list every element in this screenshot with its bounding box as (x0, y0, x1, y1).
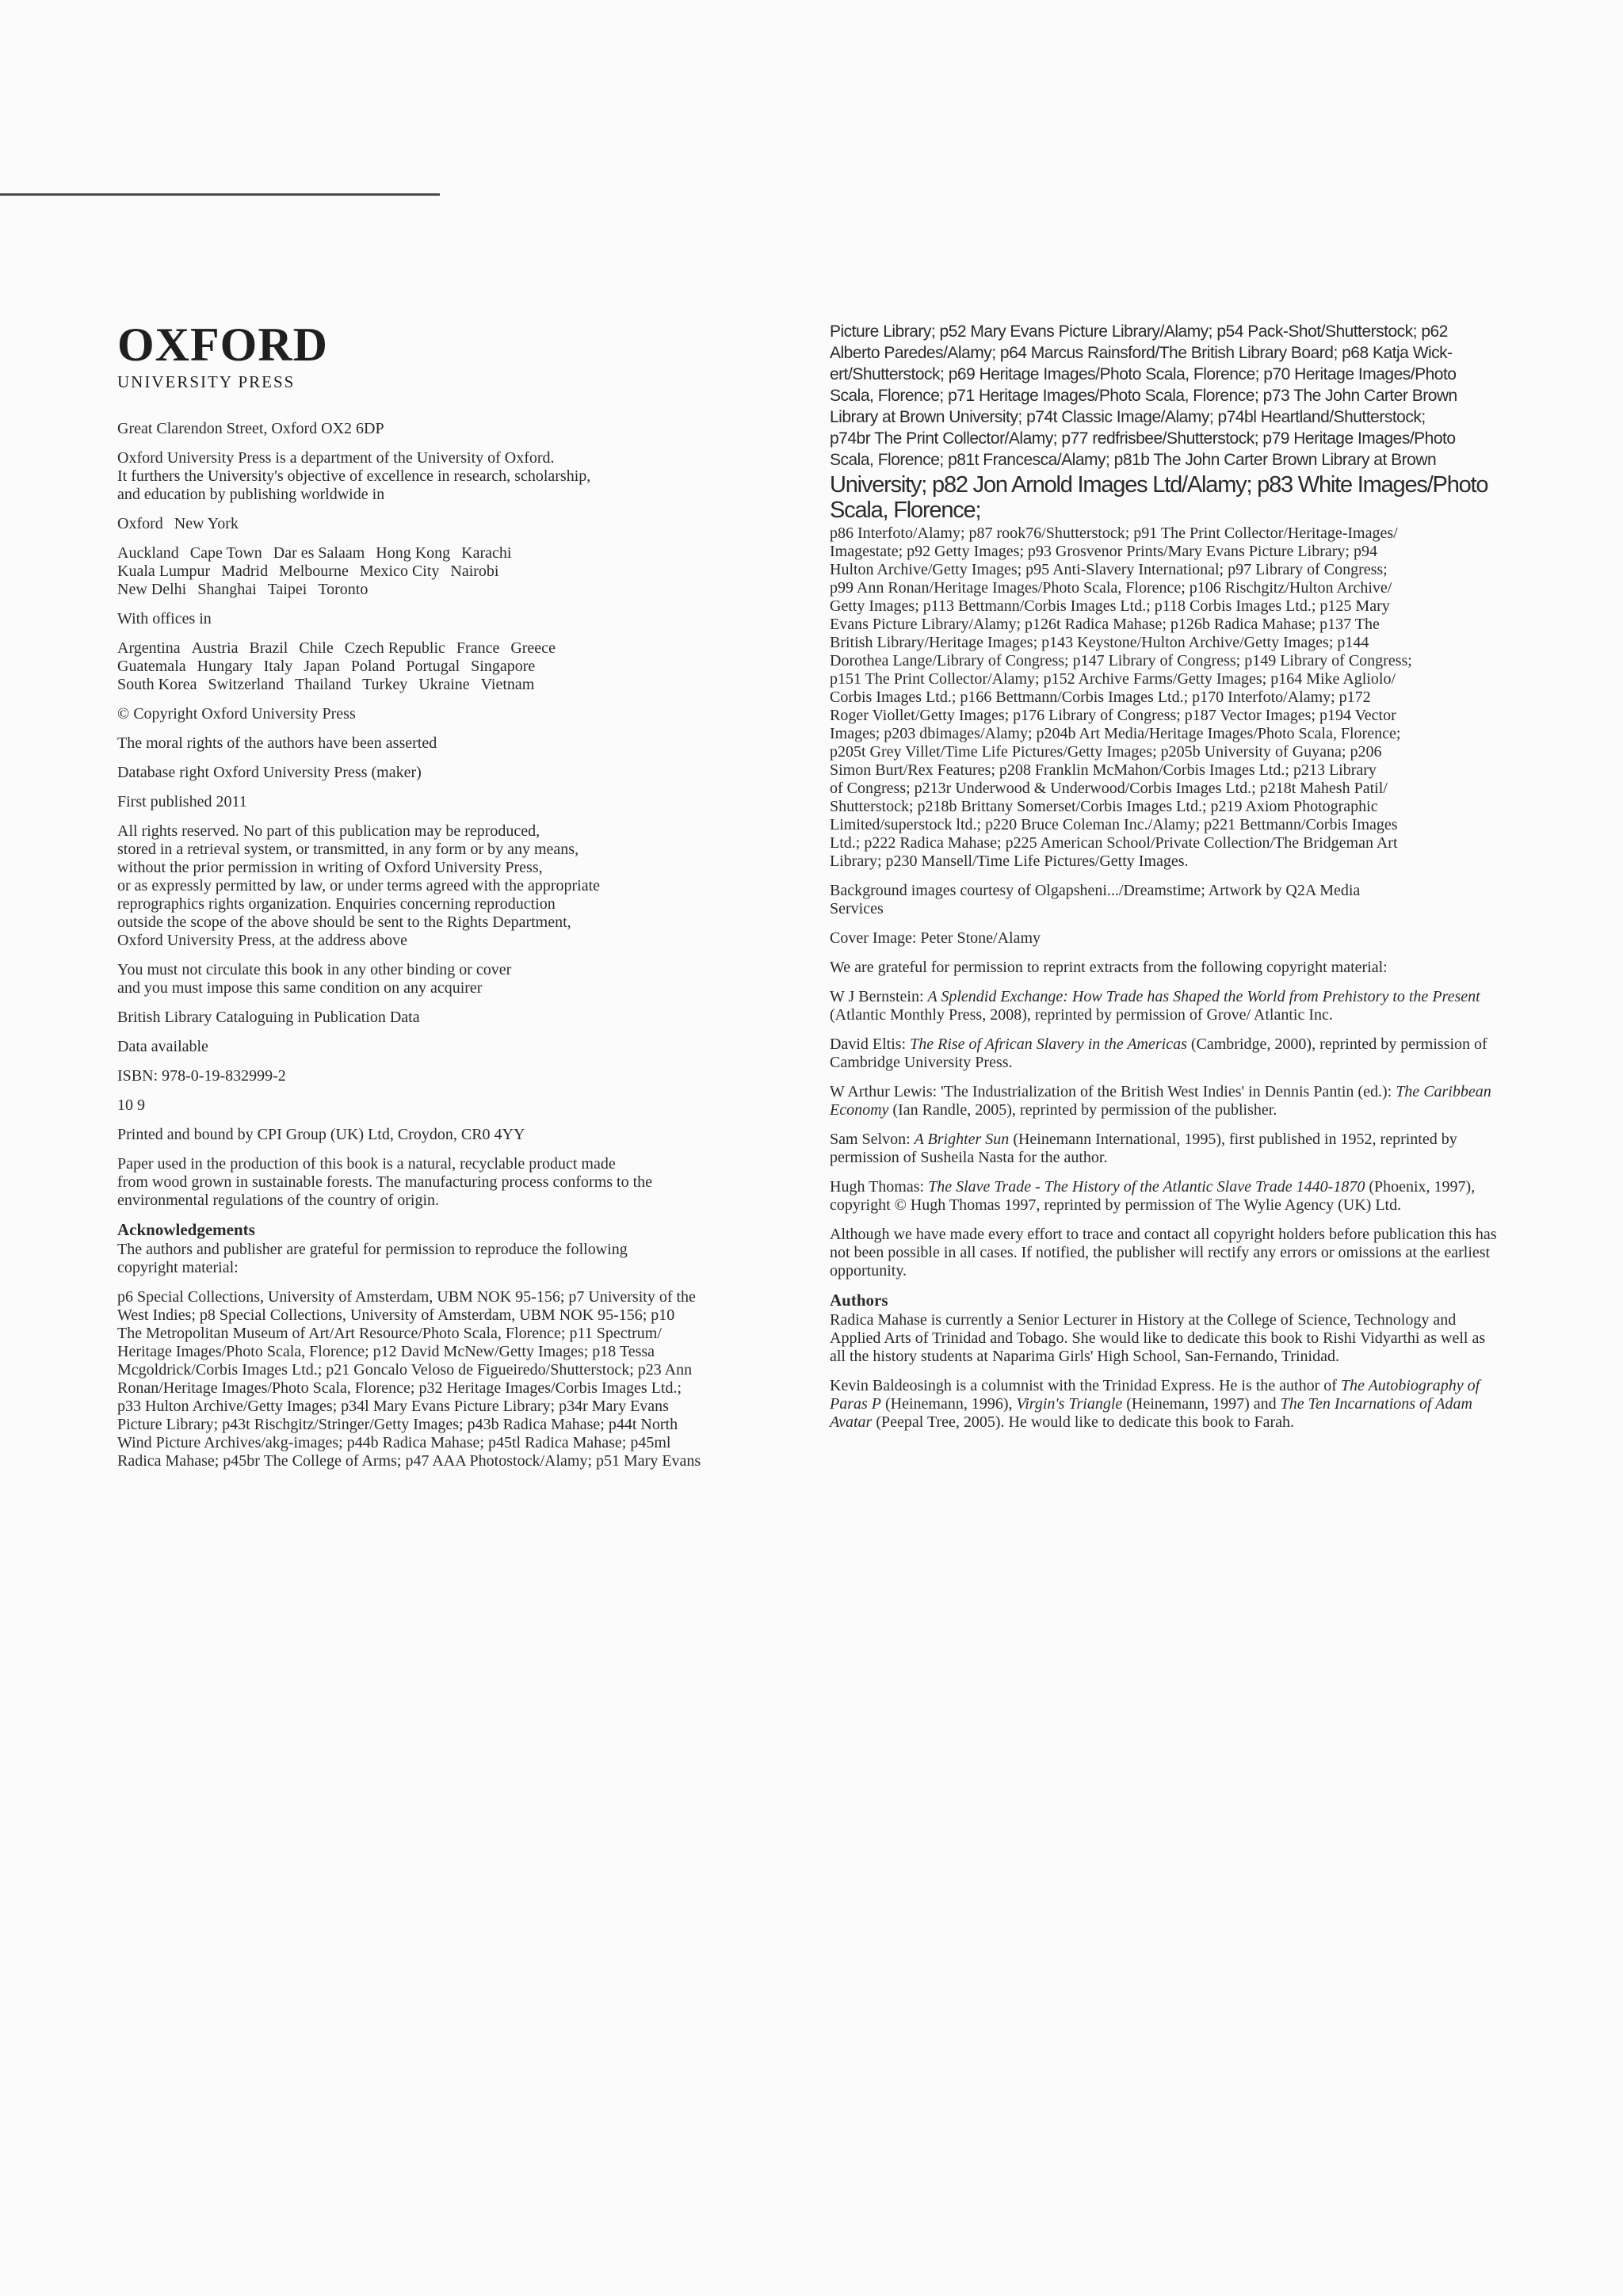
printed-by: Printed and bound by CPI Group (UK) Ltd, Croydon, CR0 4YY (117, 1126, 525, 1143)
country-list: Argentina Austria Brazil Chile Czech Republic France Greece Guatemala Hungary Italy Japan Poland Portugal Singapore South Korea Switzerland Thailand Turkey Ukraine Vietnam (117, 639, 556, 693)
offices-label: With offices in (117, 610, 212, 627)
primary-cities: Oxford New York (117, 515, 239, 532)
cip-notice: British Library Cataloguing in Publication Data (117, 1009, 420, 1026)
background-credit: Background images courtesy of Olgapsheni.../Dreamstime; Artwork by Q2A Media Services (830, 882, 1361, 917)
credits-remaining: p86 Interfoto/Alamy; p87 rook76/Shutterstock; p91 The Print Collector/Heritage-Images/ Imagestate; p92 Getty Images; p93 Grosvenor Prints/Mary Evans Picture Library; p94 Hulton Archive/Getty Images; p95 Anti-Slavery International; p97 Library of Congress; p99 Ann Ronan/Heritage Images/Photo Scala, Florence; p106 Rischgitz/Hulton Archive/ Getty Images; p113 Bettmann/Corbis Images Ltd.; p118 Corbis Images Ltd.; p125 Mary Evans Picture Library/Alamy; p126t Radica Mahase; p126b Radica Mahase; p137 The British Library/Heritage Images; p143 Keystone/Hulton Archive/Getty Images; p144 Dorothea Lange/Library of Congress; p147 Library of Congress; p149 Library of Congress; p151 The Print Collector/Alamy; p152 Archive Farms/Getty Images; p164 Mike Agliolo/ Corbis Images Ltd.; p166 Bettmann/Corbis Images Ltd.; p170 Interfoto/Alamy; p172 Roger Viollet/Getty Images; p176 Library of Congress; p187 Vector Images; p194 Vector Images; p203 dbimages/Alamy; p204b Art Media/Heritage Images/Photo Scala, Florence; p205t Grey Villet/Time Life Pictures/Getty Images; p205b University of Guyana; p206 Simon Burt/Rex Features; p208 Franklin McMahon/Corbis Images Ltd.; p213 Library of Congress; p213r Underwood & Underwood/Corbis Images Ltd.; p218t Mahesh Patil/ Shutterstock; p218b Brittany Somerset/Corbis Images Ltd.; p219 Axiom Photographic Limited/superstock ltd.; p220 Bruce Coleman Inc./Alamy; p221 Bettmann/Corbis Images Ltd.; p222 Radica Mahase; p225 American School/Private Collection/The Bridgeman Art Library; p230 Mansell/Time Life Pictures/Getty Images. (830, 524, 1412, 870)
cover-credit: Cover Image: Peter Stone/Alamy (830, 929, 1041, 947)
paper-notice: Paper used in the production of this book is a natural, recyclable product made from wood grown in sustainable forests. The manufacturing process conforms to the environmental regulations of the country of origin. (117, 1155, 653, 1209)
city-list: Auckland Cape Town Dar es Salaam Hong Kong Karachi Kuala Lumpur Madrid Melbourne Mexico City Nairobi New Delhi Shanghai Taipei Toronto (117, 544, 512, 598)
extract-selvon: Sam Selvon: A Brighter Sun (Heinemann International, 1995), first published in 1952, reprinted by permission of Susheila Nasta for the author. (830, 1131, 1457, 1166)
credits-large-line: University; p82 Jon Arnold Images Ltd/Alamy; p83 White Images/Photo Scala, Florence; (830, 472, 1488, 523)
acknowledgements-heading: Acknowledgements (117, 1220, 255, 1239)
extract-eltis: David Eltis: The Rise of African Slavery in the Americas (Cambridge, 2000), reprinted by permission of Cambridge University Press. (830, 1035, 1487, 1071)
acknowledgements-credits: p6 Special Collections, University of Amsterdam, UBM NOK 95-156; p7 University of the West Indies; p8 Special Collections, University of Amsterdam, UBM NOK 95-156; p10 The Metropolitan Museum of Art/Art Resource/Photo Scala, Florence; p11 Spectrum/ Heritage Images/Photo Scala, Florence; p12 David McNew/Getty Images; p18 Tessa Mcgoldrick/Corbis Images Ltd.; p21 Goncalo Veloso de Figueiredo/Shutterstock; p23 Ann Ronan/Heritage Images/Photo Scala, Florence; p32 Heritage Images/Corbis Images Ltd.; p33 Hulton Archive/Getty Images; p34l Mary Evans Picture Library; p34r Mary Evans Picture Library; p43t Rischgitz/Stringer/Getty Images; p43b Radica Mahase; p44t North Wind Picture Archives/akg-images; p44b Radica Mahase; p45tl Radica Mahase; p45ml Radica Mahase; p45br The College of Arms; p47 AAA Photostock/Alamy; p51 Mary Evans (117, 1288, 701, 1470)
left-column (117, 318, 779, 1482)
publisher-mission: Oxford University Press is a department of the University of Oxford. It furthers the University's objective of excellence in research, scholarship, and education by publishing worldwide in (117, 449, 591, 503)
data-available: Data available (117, 1038, 208, 1055)
copyright-line: © Copyright Oxford University Press (117, 705, 356, 723)
database-right: Database right Oxford University Press (maker) (117, 764, 422, 781)
top-rule (0, 193, 440, 196)
grateful-intro: We are grateful for permission to reprint extracts from the following copyright material: (830, 959, 1388, 976)
extract-thomas: Hugh Thomas: The Slave Trade - The History of the Atlantic Slave Trade 1440-1870 (Phoenix, 1997), copyright © Hugh Thomas 1997, reprinted by permission of The Wylie Agency (UK) Ltd. (830, 1178, 1476, 1214)
oxford-logo: OXFORD (117, 318, 328, 371)
extract-bernstein: W J Bernstein: A Splendid Exchange: How Trade has Shaped the World from Prehistory to the Present (Atlantic Monthly Press, 2008), reprinted by permission of Grove/ Atlantic Inc. (830, 988, 1480, 1024)
authors-heading: Authors (830, 1291, 888, 1310)
isbn: ISBN: 978-0-19-832999-2 (117, 1067, 286, 1085)
first-published: First published 2011 (117, 793, 247, 810)
binding-notice: You must not circulate this book in any other binding or cover and you must impose this same condition on any acquirer (117, 961, 512, 997)
right-column (830, 321, 1502, 1443)
extract-lewis: W Arthur Lewis: 'The Industrialization of the British West Indies' in Dennis Pantin (ed.): The Caribbean Economy (Ian Randle, 2005), reprinted by permission of the publisher. (830, 1083, 1491, 1119)
oxford-logo-subtitle: UNIVERSITY PRESS (117, 372, 296, 391)
rights-reserved: All rights reserved. No part of this publication may be reproduced, stored in a retrieval system, or transmitted, in any form or by any means, without the prior permission in writing of Oxford University Press, or as expressly permitted by law, or under terms agreed with the appropriate reprographics rights organization. Enquiries concerning reproduction outside the scope of the above should be sent to the Rights Department, Oxford University Press, at the address above (117, 822, 601, 949)
printing-number: 10 9 (117, 1097, 145, 1114)
author-bio-radica: Radica Mahase is currently a Senior Lecturer in History at the College of Science, Technology and Applied Arts of Trinidad and Tobago. She would like to dedicate this book to Rishi Vidyarthi as well as all the history students at Naparima Girls' High School, San-Fernando, Trinidad. (830, 1311, 1486, 1365)
author-bio-kevin: Kevin Baldeosingh is a columnist with the Trinidad Express. He is the author of The Autobiography of Paras P (Heinemann, 1996), Virgin's Triangle (Heinemann, 1997) and The Ten Incarnations of Adam Avatar (Peepal Tree, 2005). He would like to dedicate this book to Farah. (830, 1377, 1480, 1431)
publisher-address: Great Clarendon Street, Oxford OX2 6DP (117, 420, 384, 437)
effort-notice: Although we have made every effort to trace and contact all copyright holders before publication this has not been possible in all cases. If notified, the publisher will rectify any errors or omissions at the earliest opportunity. (830, 1226, 1497, 1280)
acknowledgements-intro: The authors and publisher are grateful for permission to reproduce the following copyright material: (117, 1241, 628, 1276)
credits-continued: Picture Library; p52 Mary Evans Picture Library/Alamy; p54 Pack-Shot/Shutterstock; p62 Alberto Paredes/Alamy; p64 Marcus Rainsford/The British Library Board; p68 Katja Wick- ert/Shutterstock; p69 Heritage Images/Photo Scala, Florence; p70 Heritage Images/Photo Scala, Florence; p71 Heritage Images/Photo Scala, Florence; p73 The John Carter Brown Library at Brown University; p74t Classic Image/Alamy; p74bl Heartland/Shutterstock; p74br The Print Collector/Alamy; p77 redfrisbee/Shutterstock; p79 Heritage Images/Photo Scala, Florence; p81t Francesca/Alamy; p81b The John Carter Brown Library at Brown (830, 322, 1457, 469)
moral-rights: The moral rights of the authors have been asserted (117, 734, 437, 752)
